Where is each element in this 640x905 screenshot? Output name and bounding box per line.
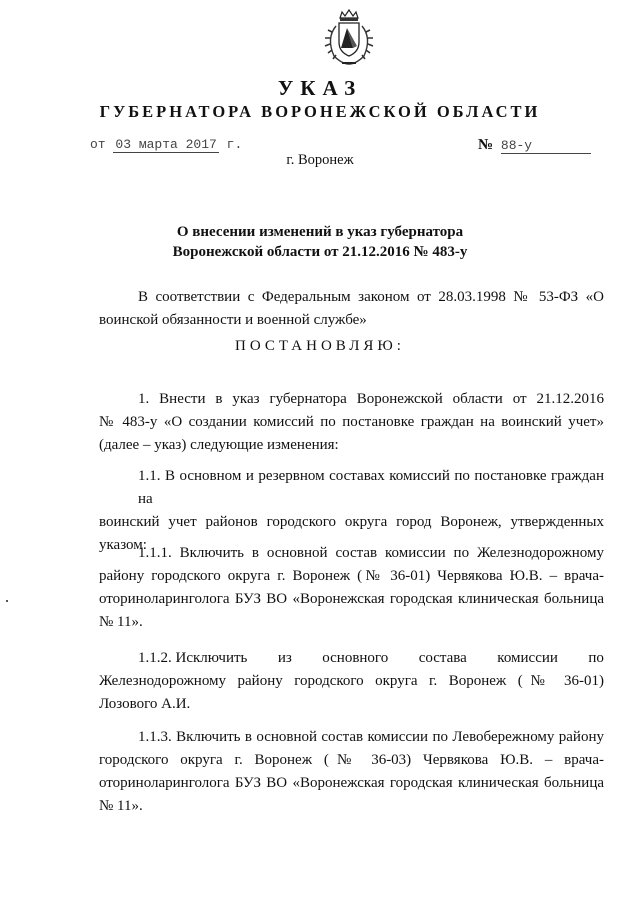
item-1-1-3-line-2: городского округа г. Воронеж (№ 36-03) Червякова Ю.В. – врача- [99,752,604,768]
coat-of-arms-icon [320,8,378,70]
number-sign: № [478,137,494,153]
item-1-1-3-line-1: 1.1.3. Включить в основной состав комиссии по Левобережному району [138,729,604,745]
item-1-1-2-word-3: основного [322,650,389,666]
margin-dot [6,600,8,602]
item-1-1-2-word-1: 1.1.2. Исключить [138,650,248,666]
item-1-1-2-paragraph [99,647,604,716]
city-name: г. Воронеж [286,152,354,168]
document-issuer: ГУБЕРНАТОРА ВОРОНЕЖСКОЙ ОБЛАСТИ [99,102,541,121]
item-1-1-2-word-4: состава [418,650,467,666]
document-title: УКАЗ [277,76,363,100]
item-1-1-1-line-4: № 11». [99,614,143,630]
preamble-line-2: воинской обязанности и военной службе» [99,312,367,328]
number-value: 88-у [500,138,533,153]
item-1-1-2-word-5: комиссии [497,650,558,666]
item-1-1-1-line-1: 1.1.1. Включить в основной состав комиссии по Железнодорожному [138,545,604,561]
item-1-1-2-word-6: по [588,650,604,666]
item-1-1-2-line-3: Лозового А.И. [99,696,191,712]
item-1-1-line-3: указом: [99,537,147,553]
document-heading [0,222,640,262]
item-1-1-1-line-2: району городского округа г. Воронеж (№ 36-01) Червякова Ю.В. – врача- [99,568,604,584]
item-1-1-line-2: воинский учет районов городского округа город Воронеж, утвержденных [99,514,604,530]
item-1-line-3: (далее – указ) следующие изменения: [99,437,339,453]
date-line [90,137,242,152]
item-1-1-line-1: 1.1. В основном и резервном составах комиссий по постановке граждан на [138,468,604,507]
item-1-1-3-line-3: оториноларинголога БУЗ ВО «Воронежская городская клиническая больница [99,775,604,791]
coat-of-arms-emblem [320,8,378,70]
heading-line-1: О внесении изменений в указ губернатора [176,224,464,240]
item-1-line-2: № 483-у «О создании комиссий по постановке граждан на воинский учет» [99,414,604,430]
date-value: 03 марта 2017 [115,137,217,152]
item-1-1-2-word-2: из [277,650,292,666]
item-1-1-3-line-4: № 11». [99,798,143,814]
item-1-1-2-line-2: Железнодорожному району городского округа г. Воронеж (№ 36-01) [99,673,604,689]
preamble-line-1: В соответствии с Федеральным законом от 28.03.1998 № 53-ФЗ «О [138,289,604,305]
item-1-1-1-paragraph [99,542,604,634]
date-suffix: г. [226,137,243,152]
date-prefix: от [90,137,106,152]
item-1-1-3-paragraph [99,726,604,818]
item-1-line-1: 1. Внести в указ губернатора Воронежской области от 21.12.2016 [138,391,604,407]
preamble-paragraph [99,286,604,332]
decree-word: ПОСТАНОВЛЯЮ: [235,338,405,354]
item-1-1-1-line-3: оториноларинголога БУЗ ВО «Воронежская городская клиническая больница [99,591,604,607]
item-1-paragraph [99,388,604,457]
heading-line-2: Воронежской области от 21.12.2016 № 483-у [172,244,468,260]
